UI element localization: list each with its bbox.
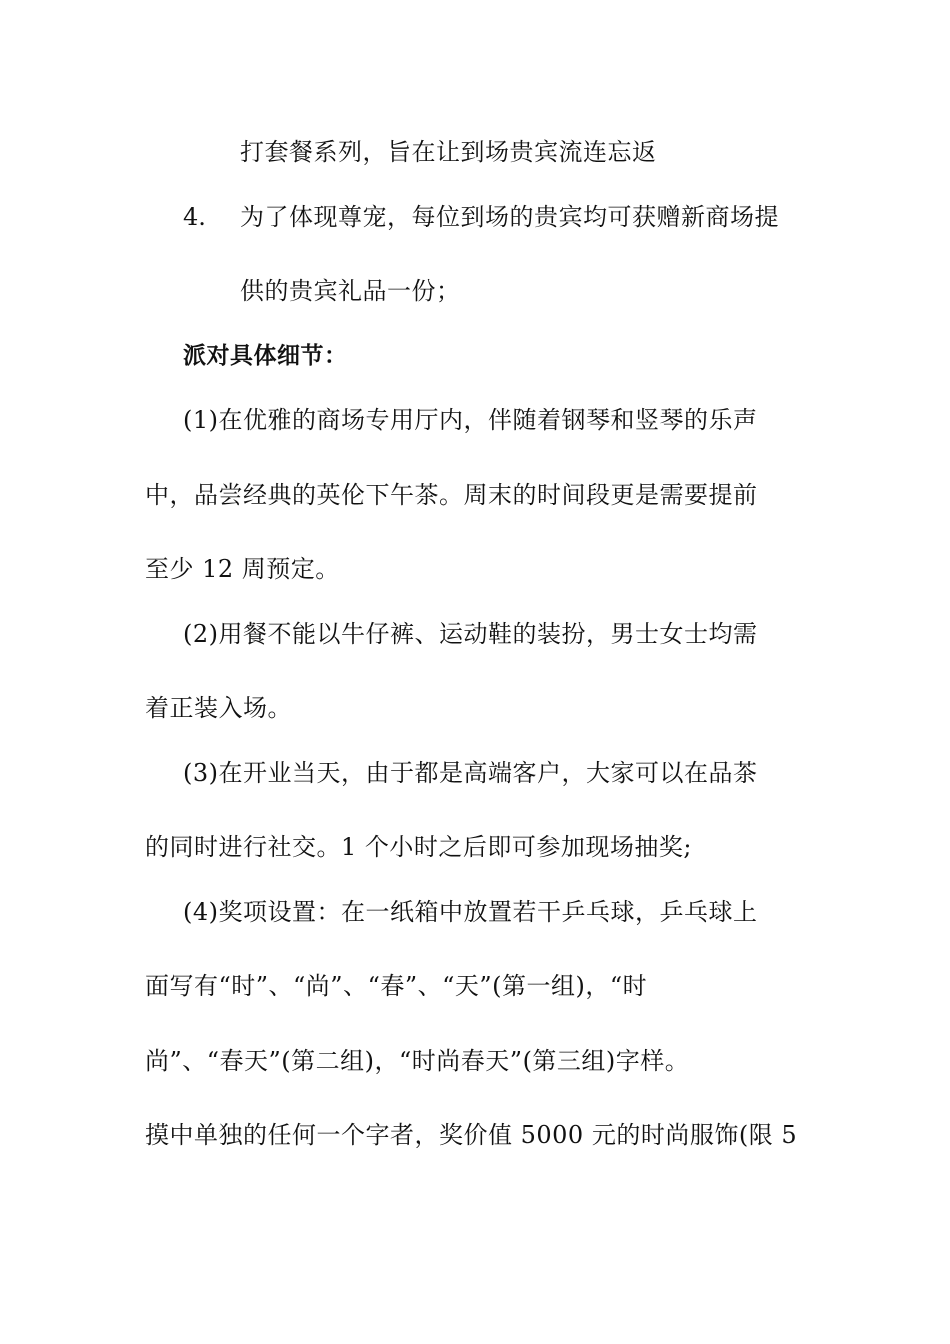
continued-line: 打套餐系列，旨在让到场贵宾流连忘返: [240, 138, 657, 166]
paragraph-1-line-2: 中，品尝经典的英伦下午茶。周末的时间段更是需要提前: [145, 481, 758, 509]
paragraph-3-line-1: (3)在开业当天，由于都是高端客户，大家可以在品茶: [183, 759, 758, 787]
paragraph-4-line-4: 摸中单独的任何一个字者，奖价值 5000 元的时尚服饰(限 5: [145, 1121, 798, 1149]
paragraph-4-line-1: (4)奖项设置：在一纸箱中放置若干乒乓球，乒乓球上: [183, 898, 758, 926]
paragraph-1-line-1: (1)在优雅的商场专用厅内，伴随着钢琴和竖琴的乐声: [183, 406, 758, 434]
paragraph-4-line-3: 尚”、“春天”(第二组)，“时尚春天”(第三组)字样。: [145, 1047, 690, 1075]
paragraph-4-line-2: 面写有“时”、“尚”、“春”、“天”(第一组)，“时: [145, 972, 648, 1000]
list-item-4-line-2: 供的贵宾礼品一份；: [240, 277, 461, 305]
paragraph-3-line-2: 的同时进行社交。1 个小时之后即可参加现场抽奖;: [145, 833, 692, 861]
section-heading: 派对具体细节：: [183, 343, 348, 369]
list-number-4: 4.: [183, 203, 206, 231]
paragraph-2-line-1: (2)用餐不能以牛仔裤、运动鞋的装扮，男士女士均需: [183, 620, 758, 648]
paragraph-2-line-2: 着正装入场。: [145, 694, 292, 722]
paragraph-1-line-3: 至少 12 周预定。: [145, 555, 340, 583]
list-item-4-line-1: 为了体现尊宠，每位到场的贵宾均可获赠新商场提: [240, 203, 779, 231]
